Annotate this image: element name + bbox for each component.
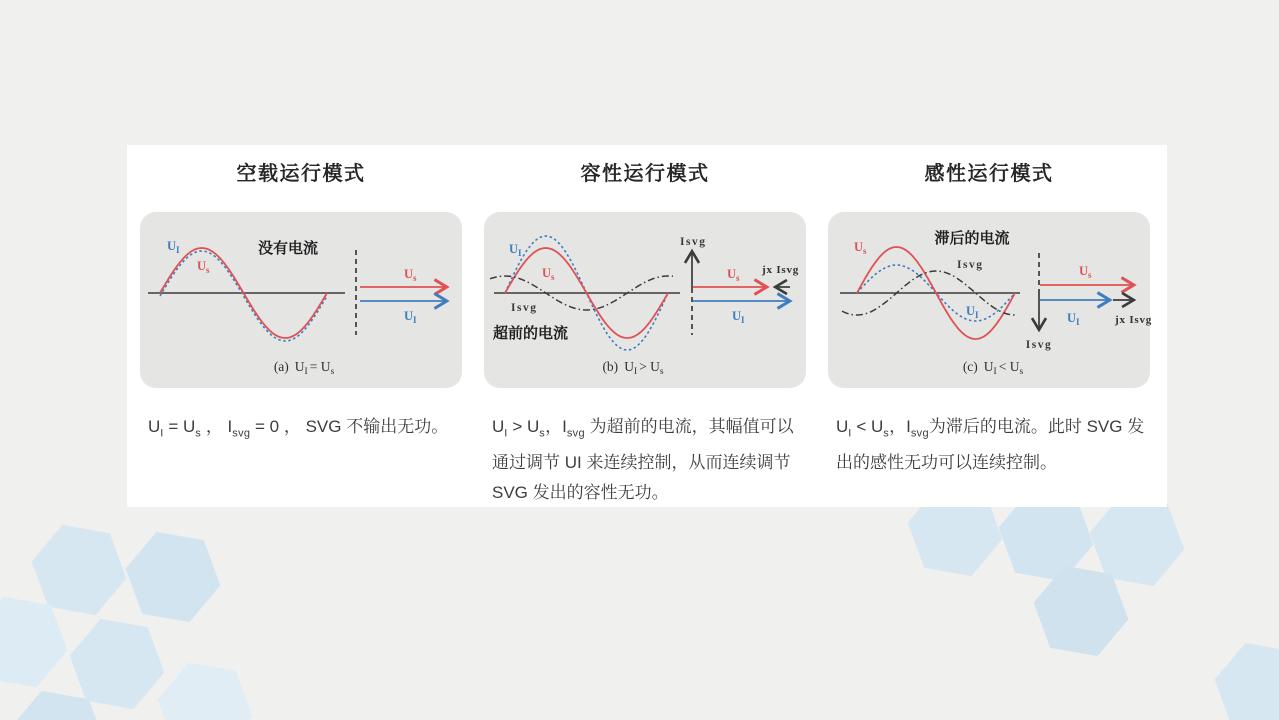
phasor-ui-label: $U_I$ [1067,311,1080,327]
panel-title: 容性运行模式 [580,163,710,185]
leading-current-note: 超前的电流 [493,325,569,342]
phasor-us-label: $U_s$ [1079,264,1092,280]
panel-description: $U_I < U_s$，$I_{svg}$为滞后的电流。此时 SVG 发出的感性无功可以连续控制。 [836,417,1145,473]
panel-inductive [828,161,1153,508]
hexagon-cluster-bottom-left [0,506,268,720]
phasor-jxisvg-label: jx Isvg [1115,314,1153,326]
lagging-current-note: 滞后的电流 [934,230,1010,247]
wave-ui-label: $U_I$ [167,239,180,255]
wave-ui-label: $U_I$ [509,242,522,258]
diagram-inductive [828,212,1153,388]
phasor-us-label: $U_s$ [404,267,417,283]
wave-isvg-label: Isvg [957,259,984,271]
wave-us-label: $U_s$ [854,240,867,256]
diagram-caption: (c) $U_I < U_s$ [962,359,1024,377]
wave-ui-label: $U_I$ [966,304,979,320]
wave-us-label: $U_s$ [197,259,210,275]
slide-card [127,145,1167,507]
phasor-us-label: $U_s$ [727,267,740,283]
panel-capacitive [484,161,806,508]
panel-description: $U_I > U_s$，$I_{svg}$ 为超前的电流，其幅值可以通过调节 UI 来连续控制，从而连续调节 SVG 发出的容性无功。 [492,417,794,503]
panel-title: 感性运行模式 [924,163,1054,185]
panel-row [127,145,1167,508]
diagram-caption: (a) $U_I = U_s$ [273,359,335,377]
phasor-isvg-label: Isvg [1025,339,1053,351]
wave-isvg-label: Isvg [511,302,538,314]
no-current-note: 没有电流 [257,240,319,257]
phasor-isvg-label: Isvg [680,236,707,248]
phasor-jxisvg-label: jx Isvg [762,264,800,276]
diagram-no-load [140,212,462,388]
diagram-caption: (b) $U_I > U_s$ [602,359,664,377]
panel-no-load [140,161,462,508]
phasor-ui-label: $U_I$ [732,309,745,325]
panel-description: $U_I = U_s$ ， $I_{svg} = 0$ ， SVG 不输出无功。 [148,417,449,440]
phasor-ui-label: $U_I$ [404,309,417,325]
panel-title: 空载运行模式 [236,163,366,185]
diagram-capacitive [484,212,806,388]
wave-us-label: $U_s$ [542,266,555,282]
